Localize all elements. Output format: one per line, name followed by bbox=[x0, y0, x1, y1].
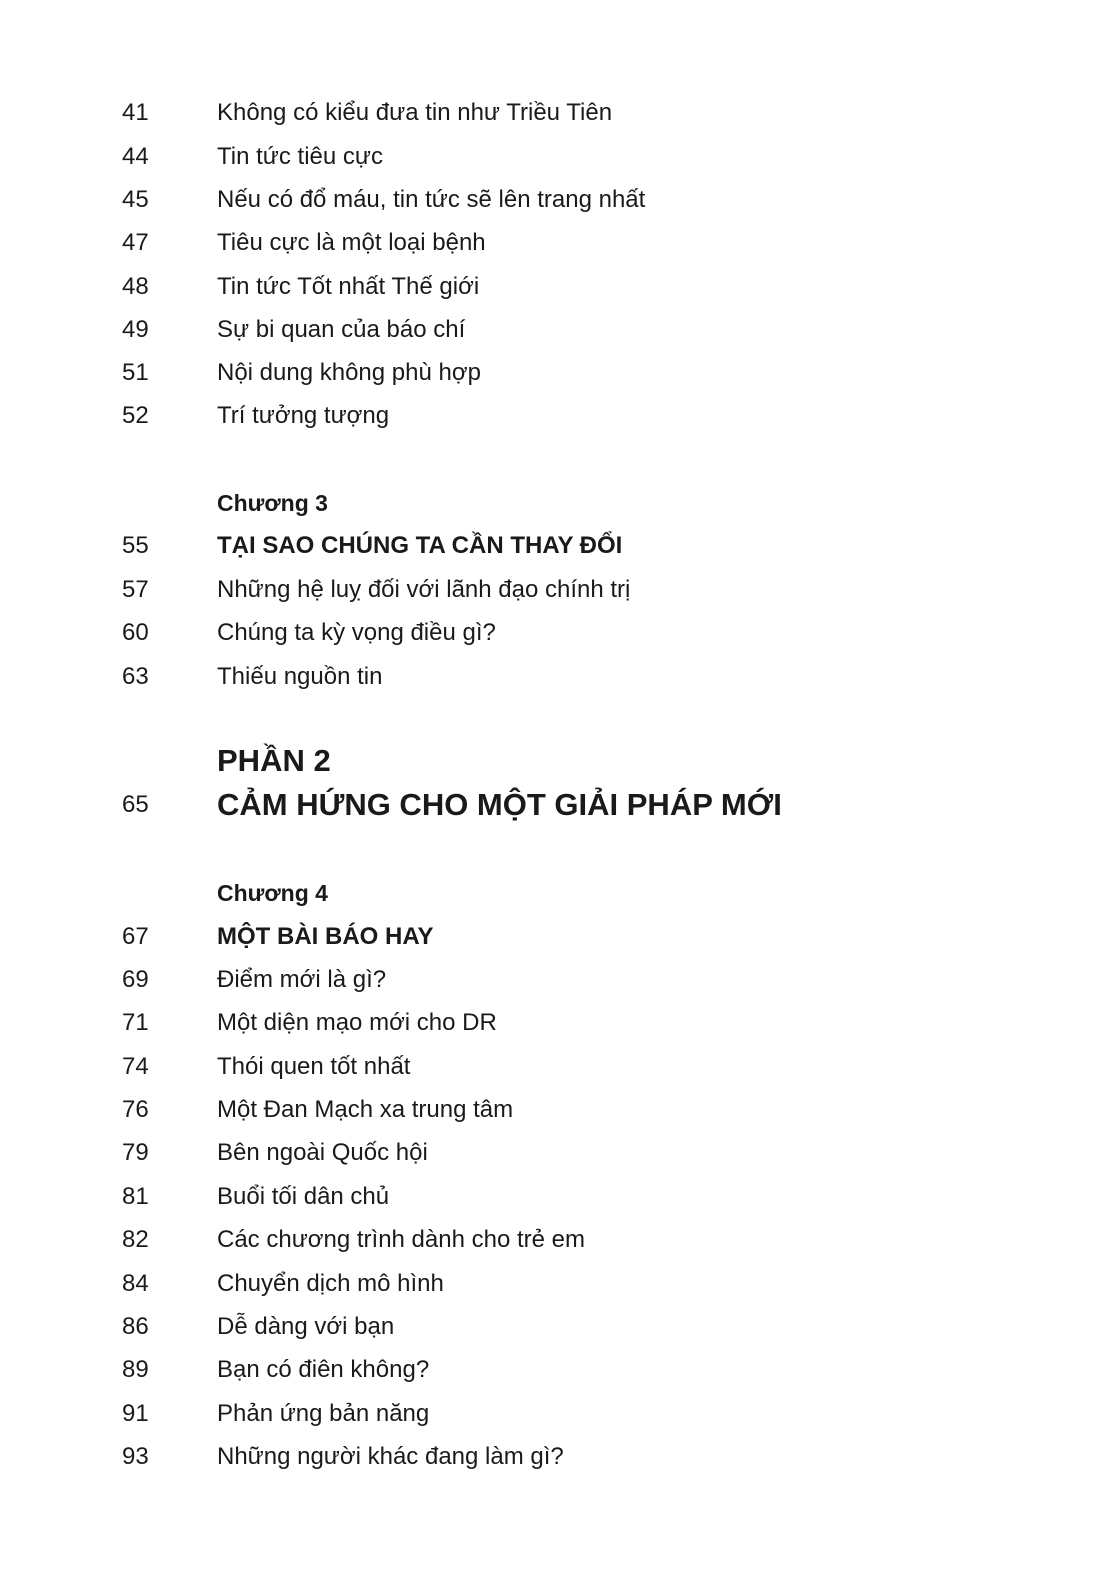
toc-entry-item bbox=[0, 178, 1103, 222]
page-number: 48 bbox=[122, 273, 149, 300]
page-number: 51 bbox=[122, 359, 149, 386]
toc-entry-item bbox=[0, 958, 1103, 1002]
entry-title: Một diện mạo mới cho DR bbox=[217, 1009, 497, 1036]
page-number: 41 bbox=[122, 99, 149, 126]
entry-title: Thiếu nguồn tin bbox=[217, 663, 383, 690]
entry-title: Nếu có đổ máu, tin tức sẽ lên trang nhất bbox=[217, 186, 646, 213]
toc-entry-item bbox=[0, 351, 1103, 395]
toc-entry-item bbox=[0, 265, 1103, 309]
toc-entry-item bbox=[0, 1392, 1103, 1436]
entry-title: Chuyển dịch mô hình bbox=[217, 1270, 444, 1297]
entry-title: Nội dung không phù hợp bbox=[217, 359, 481, 386]
page-number: 52 bbox=[122, 402, 149, 429]
entry-title: Các chương trình dành cho trẻ em bbox=[217, 1226, 585, 1253]
toc-entry-item bbox=[0, 308, 1103, 352]
page-number: 84 bbox=[122, 1270, 149, 1297]
toc-entry-item bbox=[0, 1175, 1103, 1219]
entry-title: Phản ứng bản năng bbox=[217, 1400, 430, 1427]
page-number: 82 bbox=[122, 1226, 149, 1253]
entry-title: Một Đan Mạch xa trung tâm bbox=[217, 1096, 514, 1123]
page-number: 44 bbox=[122, 143, 149, 170]
page-number: 79 bbox=[122, 1139, 149, 1166]
entry-title: Tin tức Tốt nhất Thế giới bbox=[217, 273, 480, 300]
entry-title: Không có kiểu đưa tin như Triều Tiên bbox=[217, 99, 613, 126]
page-number: 76 bbox=[122, 1096, 149, 1123]
toc-entry-item bbox=[0, 1218, 1103, 1262]
toc-entry-heading bbox=[0, 915, 1103, 959]
toc-entry-item bbox=[0, 1045, 1103, 1089]
page-number: 63 bbox=[122, 663, 149, 690]
toc-entry-heading bbox=[0, 524, 1103, 568]
page-number: 86 bbox=[122, 1313, 149, 1340]
page-number: 67 bbox=[122, 923, 149, 950]
toc-entry-item bbox=[0, 1001, 1103, 1045]
page-number: 65 bbox=[122, 791, 149, 818]
entry-title: Buổi tối dân chủ bbox=[217, 1183, 390, 1210]
entry-title: Trí tưởng tượng bbox=[217, 402, 390, 429]
entry-title: Thói quen tốt nhất bbox=[217, 1053, 411, 1080]
page-number: 71 bbox=[122, 1009, 149, 1036]
entry-title: Những người khác đang làm gì? bbox=[217, 1443, 564, 1470]
entry-title: Những hệ luỵ đối với lãnh đạo chính trị bbox=[217, 576, 631, 603]
page-number: 45 bbox=[122, 186, 149, 213]
toc-entry-chapter bbox=[0, 871, 1103, 915]
page-number: 74 bbox=[122, 1053, 149, 1080]
entry-title: Bạn có điên không? bbox=[217, 1356, 430, 1383]
entry-title: Bên ngoài Quốc hội bbox=[217, 1139, 428, 1166]
page-number: 89 bbox=[122, 1356, 149, 1383]
entry-title: Dễ dàng với bạn bbox=[217, 1313, 395, 1340]
page-number: 49 bbox=[122, 316, 149, 343]
entry-title: MỘT BÀI BÁO HAY bbox=[217, 923, 434, 950]
page-number: 69 bbox=[122, 966, 149, 993]
toc-entry-item bbox=[0, 135, 1103, 179]
toc-entry-item bbox=[0, 1131, 1103, 1175]
toc-entry-item bbox=[0, 1348, 1103, 1392]
entry-title: Chương 3 bbox=[217, 490, 328, 516]
toc-entry-item bbox=[0, 1435, 1103, 1479]
page-number: 55 bbox=[122, 532, 149, 559]
toc-entry-item bbox=[0, 655, 1103, 699]
toc-entry-chapter bbox=[0, 481, 1103, 525]
toc-entry-item bbox=[0, 221, 1103, 265]
toc-entry-part bbox=[0, 783, 1103, 827]
entry-title: Tiêu cực là một loại bệnh bbox=[217, 229, 486, 256]
entry-title: CẢM HỨNG CHO MỘT GIẢI PHÁP MỚI bbox=[217, 787, 782, 822]
toc-entry-part bbox=[0, 739, 1103, 783]
toc-entry-item bbox=[0, 1088, 1103, 1132]
page-number: 81 bbox=[122, 1183, 149, 1210]
toc-entry-item bbox=[0, 1305, 1103, 1349]
entry-title: Chương 4 bbox=[217, 880, 328, 906]
page-number: 57 bbox=[122, 576, 149, 603]
toc-entry-item bbox=[0, 568, 1103, 612]
page-number: 60 bbox=[122, 619, 149, 646]
entry-title: Điểm mới là gì? bbox=[217, 966, 387, 993]
toc-entry-item bbox=[0, 91, 1103, 135]
entry-title: TẠI SAO CHÚNG TA CẦN THAY ĐỔI bbox=[217, 532, 623, 559]
entry-title: Chúng ta kỳ vọng điều gì? bbox=[217, 619, 496, 646]
toc-entry-item bbox=[0, 611, 1103, 655]
toc-entry-item bbox=[0, 1262, 1103, 1306]
toc-entry-item bbox=[0, 394, 1103, 438]
entry-title: Sự bi quan của báo chí bbox=[217, 316, 466, 343]
entry-title: PHẦN 2 bbox=[217, 743, 331, 778]
page-number: 47 bbox=[122, 229, 149, 256]
page-number: 93 bbox=[122, 1443, 149, 1470]
page-number: 91 bbox=[122, 1400, 149, 1427]
entry-title: Tin tức tiêu cực bbox=[217, 143, 383, 170]
